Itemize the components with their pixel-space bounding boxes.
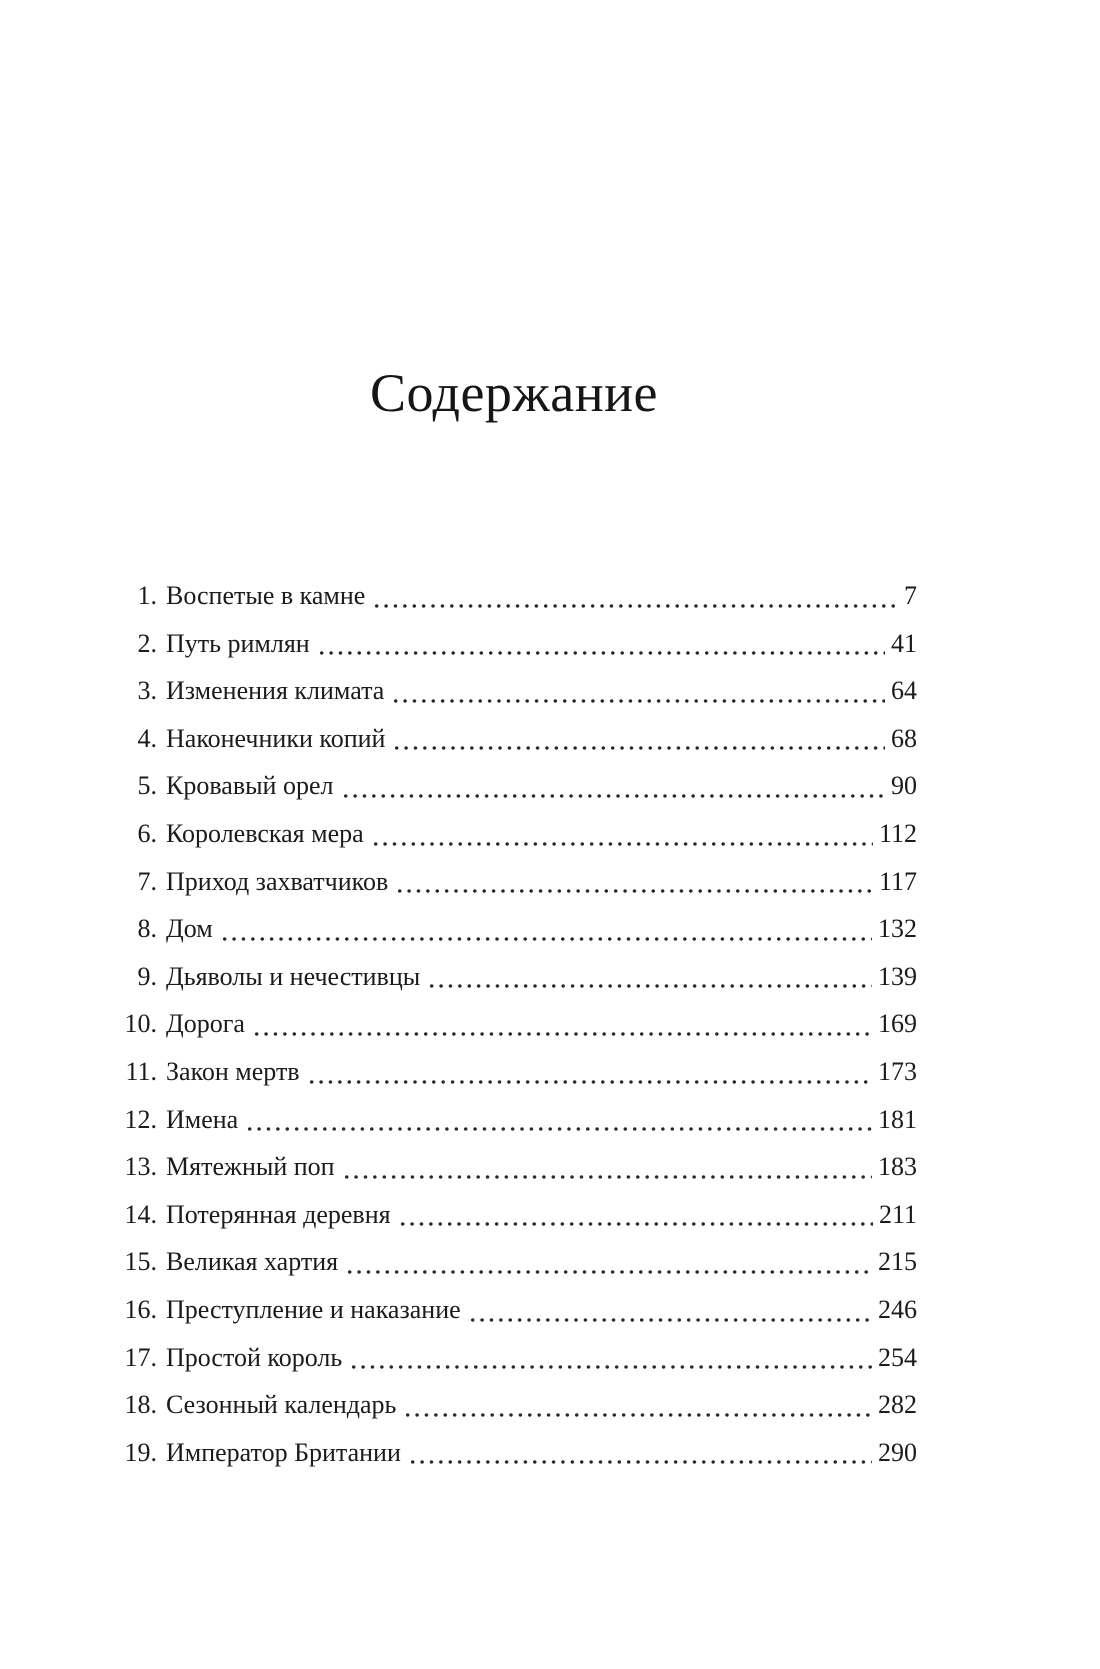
entry-page-number: 282 [878,1390,917,1420]
entry-number: 11. [125,1056,157,1086]
entry-label: Путь римлян [166,628,310,658]
dot-leader [369,810,873,858]
page-title: Содержание [370,363,658,423]
entry-page-number: 183 [878,1152,917,1182]
entry-label: Кровавый орел [166,771,334,801]
toc-entry-row [111,953,917,1001]
entry-label: Изменения климата [166,676,385,706]
toc-entry-row [111,620,917,668]
entry-page-number: 132 [878,914,917,944]
dot-leader [343,1238,872,1286]
entry-label: Преступление и наказание [166,1294,461,1324]
dot-leader [250,1000,872,1048]
toc-entry-row [111,810,917,858]
toc-entry-row [111,1000,917,1048]
entry-number: 5. [137,771,157,801]
entry-label: Королевская мера [166,818,364,848]
toc-entry-row [111,762,917,810]
entry-page-number: 215 [878,1247,917,1277]
toc-entry-row [111,905,917,953]
entry-label: Имена [166,1104,239,1134]
dot-leader [466,1286,872,1334]
entry-label: Сезонный календарь [166,1390,397,1420]
entry-page-number: 64 [891,676,917,706]
dot-leader [406,1429,872,1477]
entry-label: Дорога [166,1009,245,1039]
entry-number: 8. [137,914,157,944]
entry-number: 9. [137,961,157,991]
entry-number: 4. [137,723,157,753]
entry-page-number: 139 [878,961,917,991]
toc-entry-row [111,715,917,763]
entry-number: 19. [124,1437,157,1467]
toc-entry-row [111,1048,917,1096]
entry-label: Император Британии [166,1437,401,1467]
entry-number: 2. [137,628,157,658]
dot-leader [347,1334,872,1382]
toc-entry-row [111,1429,917,1477]
entry-number: 12. [124,1104,157,1134]
toc-entry-row [111,1286,917,1334]
entry-label: Великая хартия [166,1247,339,1277]
entry-number: 17. [124,1342,157,1372]
dot-leader [389,667,885,715]
entry-label: Простой король [166,1342,343,1372]
entry-number: 16. [124,1294,157,1324]
toc-entry-row [111,858,917,906]
toc-entry-row [111,1191,917,1239]
entry-label: Приход захватчиков [166,866,389,896]
entry-number: 13. [124,1152,157,1182]
dot-leader [305,1048,872,1096]
dot-leader [425,953,872,1001]
toc-entry-row [111,1334,917,1382]
entry-number: 6. [137,818,157,848]
entry-page-number: 169 [878,1009,917,1039]
entry-label: Дом [166,914,213,944]
toc-entry-row [111,1096,917,1144]
toc-entry-row [111,1143,917,1191]
dot-leader [370,572,898,620]
entry-page-number: 41 [891,628,917,658]
entry-page-number: 211 [878,1199,917,1229]
entry-number: 7. [137,866,157,896]
entry-page-number: 246 [878,1294,917,1324]
entry-page-number: 290 [878,1437,917,1467]
entry-label: Дьяволы и нечестивцы [166,961,421,991]
entry-page-number: 68 [891,723,917,753]
toc-entry-row [111,1238,917,1286]
dot-leader [393,858,873,906]
entry-page-number: 173 [878,1056,917,1086]
entry-number: 14. [124,1199,157,1229]
dot-leader [218,905,872,953]
toc-list [111,572,917,1476]
entry-number: 10. [124,1009,157,1039]
entry-page-number: 7 [904,581,917,610]
entry-page-number: 181 [878,1104,917,1134]
entry-label: Закон мертв [166,1056,300,1086]
dot-leader [390,715,885,763]
toc-entry-row [111,572,917,620]
dot-leader [340,1143,872,1191]
entry-number: 15. [124,1247,157,1277]
entry-label: Мятежный поп [166,1152,335,1182]
entry-page-number: 117 [878,866,917,896]
entry-label: Воспетые в камне [166,581,366,610]
dot-leader [339,762,886,810]
entry-label: Потерянная деревня [166,1199,391,1229]
entry-number: 3. [137,676,157,706]
dot-leader [396,1191,873,1239]
dot-leader [315,620,885,668]
entry-number: 18. [124,1390,157,1420]
dot-leader [243,1096,872,1144]
dot-leader [401,1381,872,1429]
entry-page-number: 112 [878,818,917,848]
entry-number: 1. [137,581,157,610]
toc-entry-row [111,1381,917,1429]
entry-page-number: 90 [891,771,917,801]
entry-label: Наконечники копий [166,723,386,753]
entry-page-number: 254 [878,1342,917,1372]
toc-entry-row [111,667,917,715]
